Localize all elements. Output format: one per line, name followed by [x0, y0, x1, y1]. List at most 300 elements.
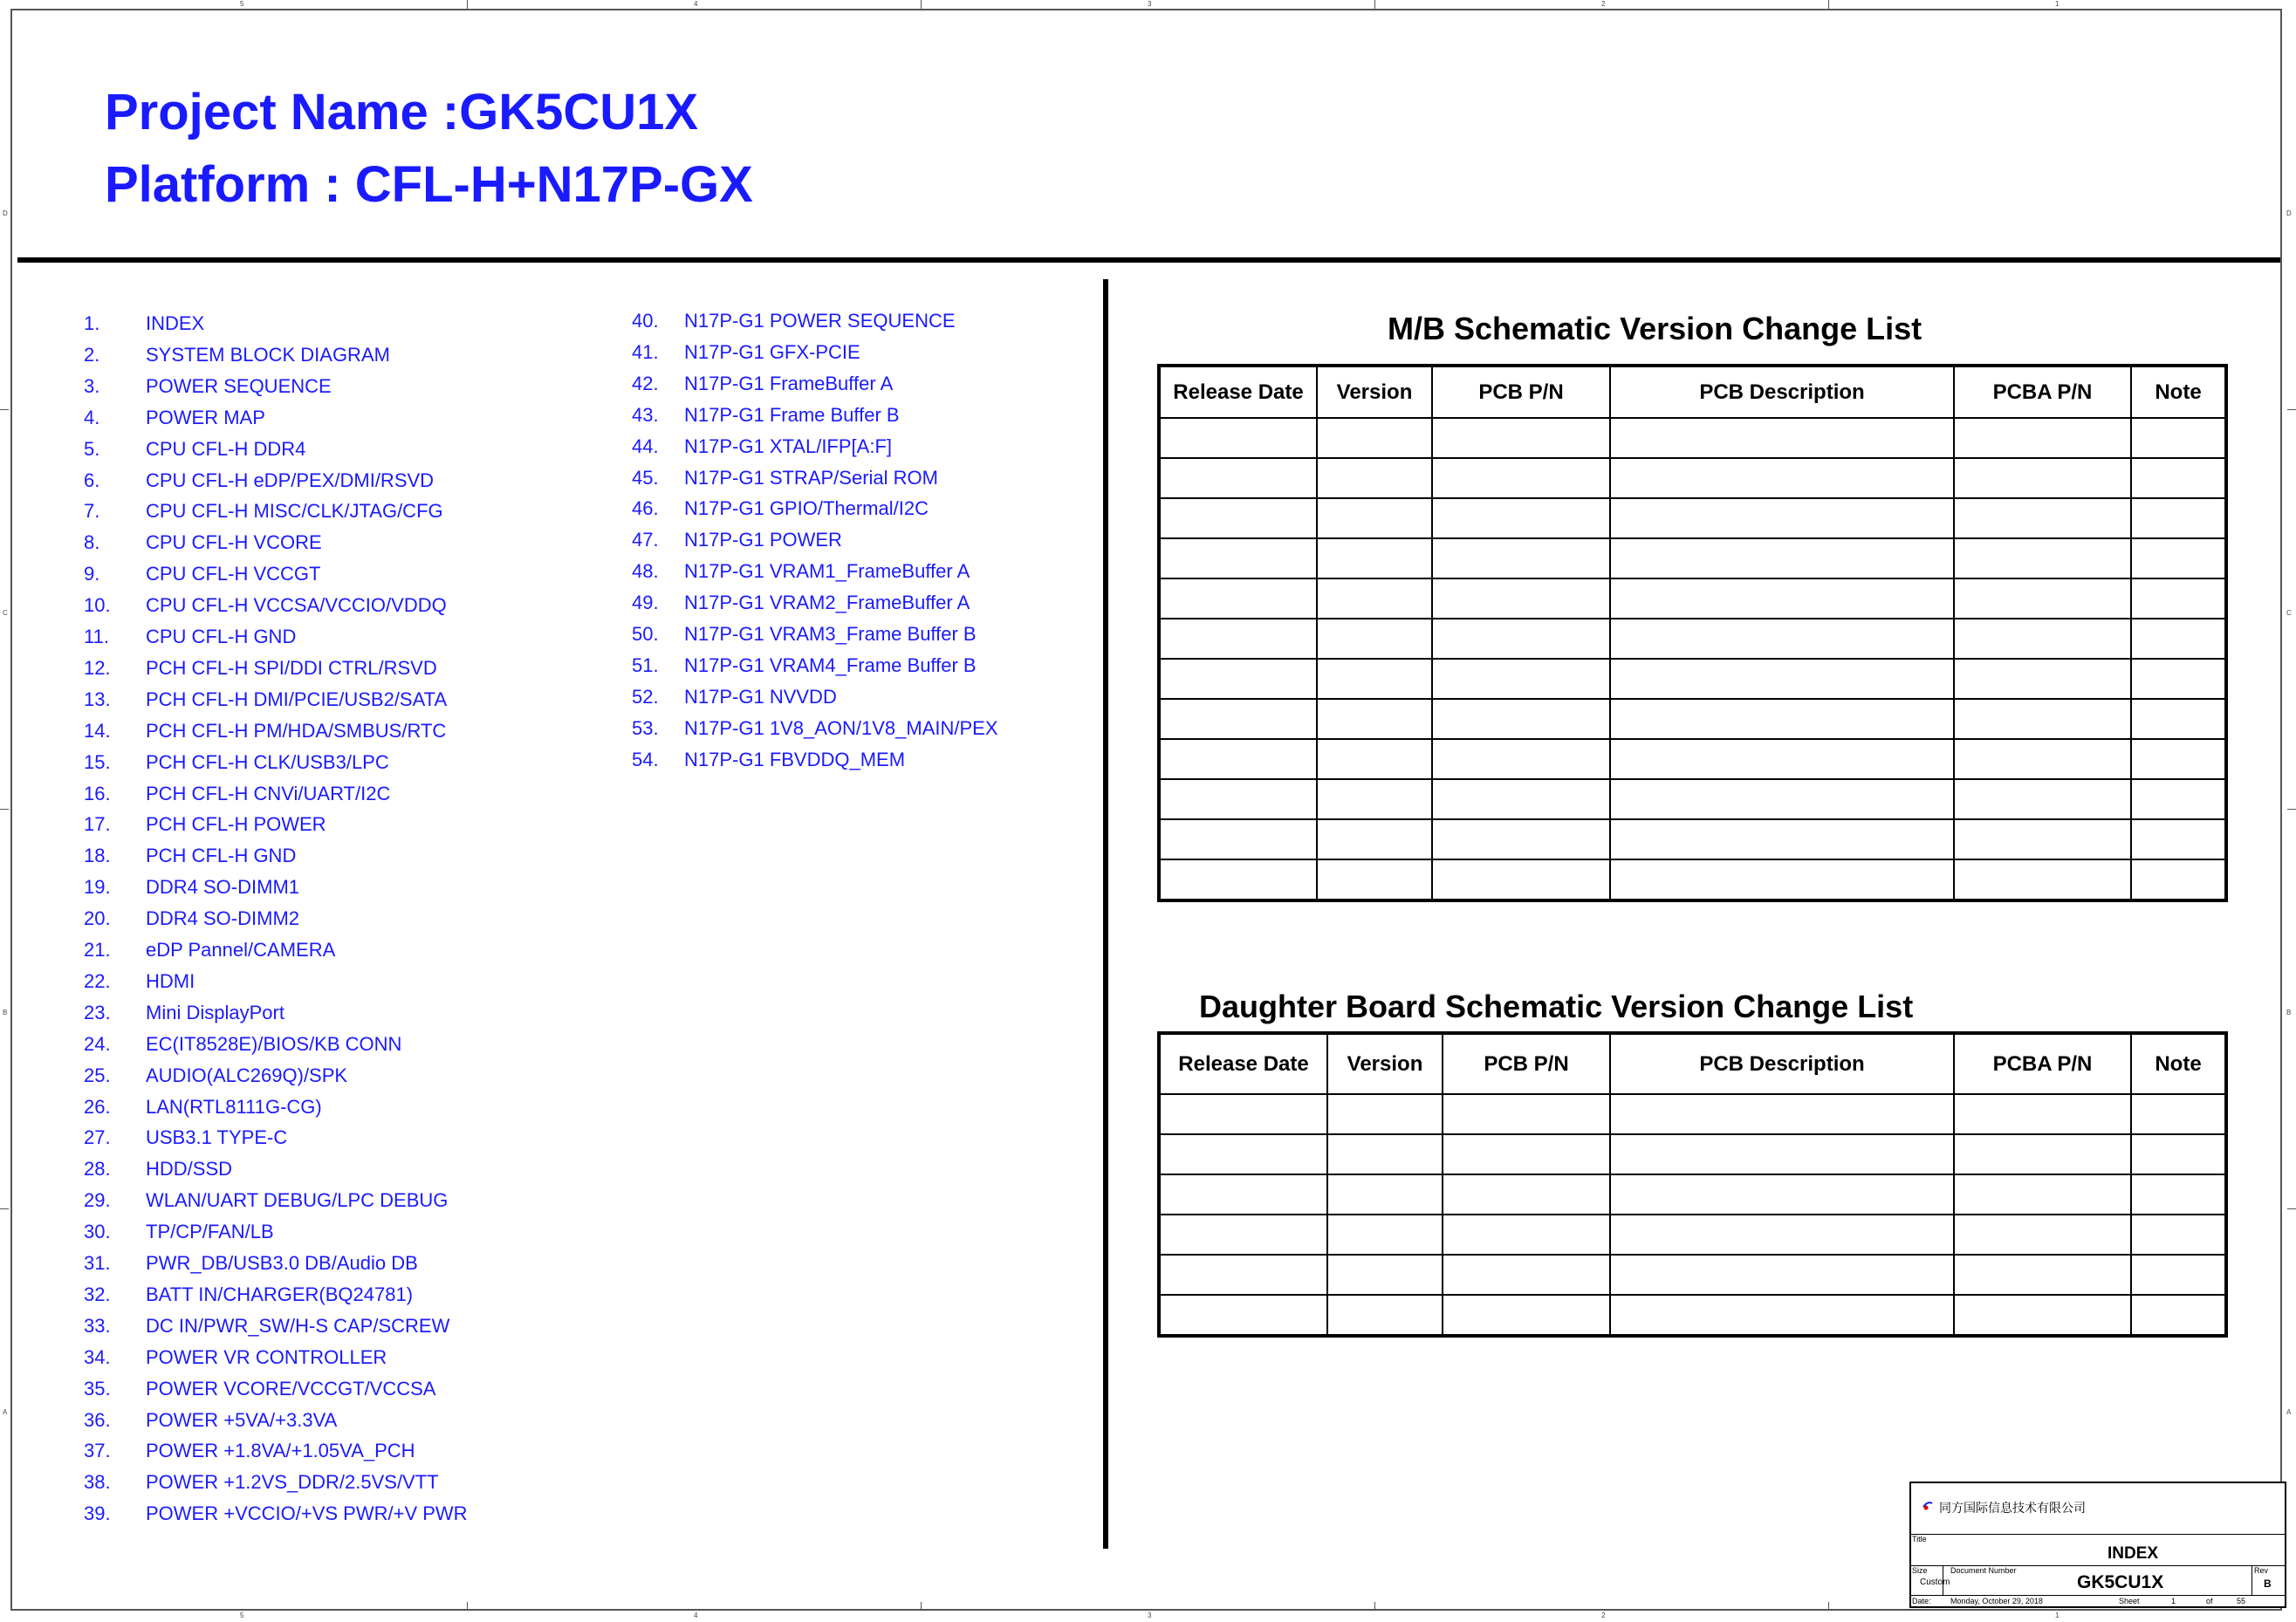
index-entry-number: 12. [84, 656, 111, 679]
table-cell [1954, 659, 2131, 699]
table-cell [1317, 659, 1432, 699]
table-cell [2131, 739, 2226, 779]
rev-caption: Rev [2254, 1566, 2269, 1575]
table-cell [1432, 538, 1610, 578]
table-cell [1610, 1295, 1954, 1336]
table-cell [2131, 699, 2226, 739]
zone-tick [921, 0, 922, 9]
index-entry-label: N17P-G1 XTAL/IFP[A:F] [684, 435, 892, 457]
index-entry-number: 26. [84, 1095, 111, 1118]
table-cell [1327, 1215, 1443, 1255]
column-header: Version [1327, 1033, 1443, 1094]
index-entry-number: 11. [84, 626, 109, 647]
index-entry-number: 32. [84, 1283, 111, 1305]
title-block [1909, 1482, 2286, 1608]
table-cell [1432, 739, 1610, 779]
table-cell [1159, 1255, 1327, 1295]
table-header-row [1159, 366, 2226, 418]
table-cell [1159, 458, 1317, 498]
zone-tick [0, 1208, 9, 1209]
table-cell [1610, 859, 1954, 900]
index-entry-label: PWR_DB/USB3.0 DB/Audio DB [146, 1252, 418, 1274]
index-entry-label: POWER +1.8VA/+1.05VA_PCH [146, 1440, 415, 1462]
table-cell [1610, 498, 1954, 538]
table-cell [1432, 418, 1610, 458]
column-header: Note [2131, 1033, 2226, 1094]
index-entry-label: AUDIO(ALC269Q)/SPK [146, 1064, 348, 1086]
table-cell [1327, 1094, 1443, 1134]
header-divider [17, 257, 2280, 263]
table-cell [1317, 819, 1432, 859]
table-cell [2131, 1134, 2226, 1174]
zone-number-top: 5 [240, 0, 244, 8]
table-cell [2131, 1094, 2226, 1134]
table-cell [1317, 859, 1432, 900]
date-value: Monday, October 29, 2018 [1950, 1597, 2043, 1605]
table-cell [1610, 578, 1954, 619]
index-entry-label: DC IN/PWR_SW/H-S CAP/SCREW [146, 1314, 450, 1337]
index-entry-number: 20. [84, 907, 111, 930]
docnum-caption: Document Number [1950, 1566, 2017, 1575]
index-entry-number: 36. [84, 1408, 111, 1431]
project-name-title: Project Name :GK5CU1X [105, 84, 699, 140]
table-cell [1159, 578, 1317, 619]
rev-value: B [2264, 1578, 2272, 1590]
index-entry-number: 10. [84, 594, 111, 617]
table-cell [1317, 739, 1432, 779]
index-entry-number: 16. [84, 782, 111, 804]
sheet-value: 1 [2171, 1597, 2176, 1605]
table-cell [1317, 619, 1432, 659]
table-cell [1432, 859, 1610, 900]
index-entry-label: N17P-G1 Frame Buffer B [684, 403, 900, 426]
column-header: PCBA P/N [1954, 1033, 2131, 1094]
platform-title: Platform : CFL-H+N17P-GX [105, 156, 753, 213]
index-entry-label: PCH CFL-H SPI/DDI CTRL/RSVD [146, 656, 437, 679]
index-entry-number: 47. [632, 529, 659, 551]
index-entry-label: N17P-G1 FBVDDQ_MEM [684, 748, 906, 770]
zone-tick [2287, 409, 2296, 410]
index-entry-number: 53. [632, 716, 659, 739]
table-row [1159, 859, 2226, 900]
index-entry-label: CPU CFL-H DDR4 [146, 437, 306, 460]
index-entry-label: LAN(RTL8111G-CG) [146, 1095, 322, 1118]
table-cell [2131, 659, 2226, 699]
zone-number-bottom: 2 [1601, 1612, 1606, 1619]
table-cell [1610, 1215, 1954, 1255]
table-row [1159, 418, 2226, 458]
index-entry-label: PCH CFL-H GND [146, 845, 297, 867]
index-entry-number: 30. [84, 1221, 111, 1243]
table-row [1159, 538, 2226, 578]
zone-tick [467, 1602, 468, 1611]
table-cell [1159, 498, 1317, 538]
index-entry-label: INDEX [146, 312, 205, 334]
index-entry-number: 5. [84, 437, 100, 460]
index-entry-number: 22. [84, 969, 111, 992]
table-cell [2131, 1174, 2226, 1215]
index-entry-number: 34. [84, 1345, 111, 1368]
table-cell [2131, 498, 2226, 538]
index-entry-label: CPU CFL-H eDP/PEX/DMI/RSVD [146, 469, 435, 491]
index-entry-number: 3. [84, 374, 100, 397]
index-entry-number: 54. [632, 748, 659, 770]
table-row [1159, 1134, 2226, 1174]
table-cell [1610, 819, 1954, 859]
zone-tick [2287, 1208, 2296, 1209]
index-entry-label: CPU CFL-H GND [146, 626, 297, 647]
table-cell [1443, 1295, 1610, 1336]
table-cell [1954, 699, 2131, 739]
table-row [1159, 1174, 2226, 1215]
zone-number-bottom: 1 [2055, 1612, 2060, 1619]
table-cell [1954, 578, 2131, 619]
table-cell [1317, 538, 1432, 578]
table-cell [1954, 538, 2131, 578]
table-cell [1954, 1174, 2131, 1215]
index-entry-label: Mini DisplayPort [146, 1001, 284, 1023]
index-entry-label: PCH CFL-H PM/HDA/SMBUS/RTC [146, 719, 447, 742]
table-cell [1432, 619, 1610, 659]
index-entry-number: 19. [84, 876, 111, 899]
table-row [1159, 699, 2226, 739]
index-entry-number: 51. [632, 654, 659, 676]
column-header: PCB Description [1610, 1033, 1954, 1094]
index-entry-number: 14. [84, 719, 111, 742]
index-entry-label: POWER +VCCIO/+VS PWR/+V PWR [146, 1502, 468, 1525]
index-entry-number: 49. [632, 592, 659, 614]
table-cell [1443, 1134, 1610, 1174]
table-cell [1159, 538, 1317, 578]
zone-number-top: 3 [1148, 0, 1152, 8]
table-cell [1954, 1134, 2131, 1174]
table-cell [1954, 739, 2131, 779]
index-entry-label: N17P-G1 VRAM4_Frame Buffer B [684, 654, 977, 676]
index-entry-label: CPU CFL-H VCCGT [146, 563, 321, 585]
table-cell [2131, 619, 2226, 659]
docnum-value: GK5CU1X [2077, 1572, 2164, 1592]
column-divider [1103, 279, 1108, 1549]
table-cell [1610, 418, 1954, 458]
table-cell [1159, 779, 1317, 819]
company-name: 同方国际信息技术有限公司 [1939, 1501, 2086, 1515]
index-entry-label: PCH CFL-H CNVi/UART/I2C [146, 782, 391, 804]
index-entry-number: 45. [632, 466, 659, 489]
index-entry-label: N17P-G1 GFX-PCIE [684, 340, 860, 363]
zone-tick [467, 0, 468, 9]
column-header: PCBA P/N [1954, 366, 2131, 418]
title-caption: Title [1912, 1535, 1927, 1543]
zone-letter: C [2286, 609, 2292, 617]
table-cell [1432, 578, 1610, 619]
index-entry-number: 42. [632, 372, 659, 394]
table-cell [1954, 859, 2131, 900]
table-cell [1954, 819, 2131, 859]
zone-number-bottom: 5 [240, 1612, 244, 1619]
table-cell [1610, 458, 1954, 498]
table-cell [1159, 619, 1317, 659]
table-cell [2131, 1255, 2226, 1295]
zone-letter: B [2286, 1009, 2292, 1016]
table-cell [1159, 1094, 1327, 1134]
index-entry-number: 27. [84, 1126, 111, 1149]
index-entry-number: 9. [84, 563, 100, 585]
table-cell [1317, 699, 1432, 739]
table-cell [1443, 1174, 1610, 1215]
index-entry-number: 23. [84, 1001, 111, 1023]
index-entry-number: 6. [84, 469, 100, 491]
table-cell [1610, 659, 1954, 699]
index-entry-label: SYSTEM BLOCK DIAGRAM [146, 343, 390, 366]
zone-tick [1828, 1602, 1829, 1611]
index-entry-label: N17P-G1 STRAP/Serial ROM [684, 466, 938, 489]
column-header: Release Date [1159, 366, 1317, 418]
column-header: Release Date [1159, 1033, 1327, 1094]
db-version-table [1157, 1031, 2228, 1338]
index-entry-label: N17P-G1 FrameBuffer A [684, 372, 894, 394]
table-cell [1159, 699, 1317, 739]
table-cell [2131, 1215, 2226, 1255]
table-cell [1327, 1255, 1443, 1295]
index-entry-label: DDR4 SO-DIMM2 [146, 907, 300, 930]
index-entry-label: WLAN/UART DEBUG/LPC DEBUG [146, 1189, 449, 1212]
table-cell [1317, 578, 1432, 619]
column-header: PCB P/N [1432, 366, 1610, 418]
index-entry-label: POWER VCORE/VCCGT/VCCSA [146, 1377, 436, 1400]
table-cell [2131, 538, 2226, 578]
table-cell [1954, 779, 2131, 819]
index-entry-number: 15. [84, 750, 111, 773]
table-cell [2131, 1295, 2226, 1336]
index-entry-number: 40. [632, 310, 659, 332]
table-cell [1159, 859, 1317, 900]
index-entry-label: CPU CFL-H VCORE [146, 531, 322, 554]
index-entry-number: 52. [632, 685, 659, 708]
column-header: Version [1317, 366, 1432, 418]
index-entry-number: 18. [84, 845, 111, 867]
zone-number-bottom: 4 [694, 1612, 698, 1619]
table-cell [2131, 819, 2226, 859]
index-entry-label: PCH CFL-H POWER [146, 813, 326, 836]
index-entry-label: N17P-G1 VRAM2_FrameBuffer A [684, 592, 970, 614]
index-entry-number: 37. [84, 1440, 111, 1462]
of-value: 55 [2237, 1597, 2246, 1605]
table-row [1159, 1094, 2226, 1134]
index-entry-label: POWER MAP [146, 406, 265, 428]
title-value: INDEX [2108, 1544, 2159, 1563]
index-entry-number: 46. [632, 497, 659, 520]
table-cell [1443, 1215, 1610, 1255]
table-cell [1159, 819, 1317, 859]
index-entry-label: BATT IN/CHARGER(BQ24781) [146, 1283, 414, 1305]
index-entry-number: 35. [84, 1377, 111, 1400]
index-entry-number: 43. [632, 403, 659, 426]
table-header-row [1159, 1033, 2226, 1094]
db-table-title: Daughter Board Schematic Version Change List [1199, 989, 1914, 1024]
zone-number-top: 1 [2055, 0, 2060, 8]
index-entry-label: POWER +5VA/+3.3VA [146, 1408, 338, 1431]
table-cell [1327, 1295, 1443, 1336]
table-row [1159, 739, 2226, 779]
index-entry-number: 38. [84, 1471, 111, 1494]
index-entry-label: POWER SEQUENCE [146, 374, 332, 397]
table-cell [1159, 418, 1317, 458]
table-cell [1327, 1174, 1443, 1215]
table-row [1159, 1295, 2226, 1336]
index-entry-label: USB3.1 TYPE-C [146, 1126, 288, 1149]
index-entry-number: 41. [632, 340, 659, 363]
index-entry-number: 33. [84, 1314, 111, 1337]
table-cell [2131, 418, 2226, 458]
table-cell [1954, 458, 2131, 498]
index-entry-label: TP/CP/FAN/LB [146, 1221, 274, 1243]
table-cell [1432, 458, 1610, 498]
index-entry-number: 31. [84, 1252, 111, 1274]
index-entry-label: EC(IT8528E)/BIOS/KB CONN [146, 1032, 402, 1055]
index-entry-label: N17P-G1 GPIO/Thermal/I2C [684, 497, 929, 520]
table-cell [1432, 779, 1610, 819]
index-entry-number: 7. [84, 500, 100, 523]
table-cell [1432, 659, 1610, 699]
index-entry-number: 28. [84, 1158, 111, 1181]
index-entry-label: N17P-G1 POWER [684, 529, 842, 551]
table-cell [1443, 1255, 1610, 1295]
column-header: PCB Description [1610, 366, 1954, 418]
table-cell [1432, 498, 1610, 538]
size-value: Custom [1920, 1578, 1950, 1587]
table-cell [1954, 498, 2131, 538]
mb-version-table [1157, 364, 2228, 902]
table-row [1159, 1255, 2226, 1295]
table-cell [1159, 1174, 1327, 1215]
index-entry-label: CPU CFL-H MISC/CLK/JTAG/CFG [146, 500, 443, 523]
table-row [1159, 498, 2226, 538]
index-entry-number: 39. [84, 1502, 111, 1525]
table-cell [1432, 699, 1610, 739]
index-entry-label: N17P-G1 NVVDD [684, 685, 837, 708]
column-header: PCB P/N [1443, 1033, 1610, 1094]
table-cell [1610, 619, 1954, 659]
table-cell [1610, 1094, 1954, 1134]
table-cell [1443, 1094, 1610, 1134]
zone-tick [0, 409, 9, 410]
index-entry-number: 29. [84, 1189, 111, 1212]
index-entry-label: POWER VR CONTROLLER [146, 1345, 387, 1368]
zone-tick [1374, 0, 1375, 9]
table-cell [1610, 1134, 1954, 1174]
table-cell [1954, 1215, 2131, 1255]
table-cell [1159, 1134, 1327, 1174]
table-row [1159, 1215, 2226, 1255]
index-entry-number: 24. [84, 1032, 111, 1055]
table-row [1159, 458, 2226, 498]
index-entry-label: HDD/SSD [146, 1158, 233, 1181]
zone-number-bottom: 3 [1148, 1612, 1152, 1619]
zone-letter: A [3, 1408, 8, 1416]
index-entry-number: 2. [84, 343, 100, 366]
table-row [1159, 819, 2226, 859]
table-cell [1954, 1295, 2131, 1336]
table-cell [1610, 739, 1954, 779]
table-cell [1159, 659, 1317, 699]
table-cell [1317, 418, 1432, 458]
zone-letter: A [2286, 1408, 2292, 1416]
index-entry-number: 50. [632, 623, 659, 645]
index-entry-label: eDP Pannel/CAMERA [146, 939, 336, 961]
index-entry-label: HDMI [146, 969, 195, 992]
index-entry-label: N17P-G1 VRAM1_FrameBuffer A [684, 560, 970, 583]
index-entry-label: POWER +1.2VS_DDR/2.5VS/VTT [146, 1471, 439, 1494]
index-entry-number: 21. [84, 939, 111, 961]
mb-table-title: M/B Schematic Version Change List [1388, 311, 1922, 346]
index-entry-number: 13. [84, 688, 111, 710]
index-entry-number: 17. [84, 813, 111, 836]
table-cell [1159, 739, 1317, 779]
index-entry-number: 44. [632, 435, 659, 457]
zone-letter: D [3, 209, 8, 217]
zone-tick [1828, 0, 1829, 9]
index-entry-number: 25. [84, 1064, 111, 1086]
table-row [1159, 659, 2226, 699]
table-cell [1610, 1255, 1954, 1295]
zone-number-top: 4 [694, 0, 698, 8]
size-caption: Size [1912, 1566, 1928, 1575]
sheet-caption: Sheet [2119, 1597, 2140, 1605]
index-entry-label: PCH CFL-H CLK/USB3/LPC [146, 750, 389, 773]
zone-letter: D [2286, 209, 2292, 217]
index-entry-label: N17P-G1 1V8_AON/1V8_MAIN/PEX [684, 716, 998, 739]
table-cell [2131, 859, 2226, 900]
table-cell [1327, 1134, 1443, 1174]
table-row [1159, 578, 2226, 619]
table-cell [1954, 418, 2131, 458]
index-entry-label: DDR4 SO-DIMM1 [146, 876, 300, 899]
zone-letter: B [3, 1009, 8, 1016]
zone-tick [0, 809, 9, 810]
table-cell [1610, 1174, 1954, 1215]
table-cell [1954, 1094, 2131, 1134]
table-cell [2131, 458, 2226, 498]
table-row [1159, 779, 2226, 819]
table-cell [1317, 498, 1432, 538]
table-cell [2131, 779, 2226, 819]
index-entry-number: 1. [84, 312, 100, 334]
index-entry-label: CPU CFL-H VCCSA/VCCIO/VDDQ [146, 594, 447, 617]
index-entry-number: 48. [632, 560, 659, 583]
of-caption: of [2206, 1597, 2213, 1605]
table-cell [1432, 819, 1610, 859]
table-cell [1317, 458, 1432, 498]
table-cell [2131, 578, 2226, 619]
table-cell [1954, 619, 2131, 659]
zone-tick [1374, 1602, 1375, 1611]
index-entry-label: N17P-G1 POWER SEQUENCE [684, 310, 956, 332]
date-caption: Date: [1912, 1597, 1931, 1605]
zone-letter: C [3, 609, 8, 617]
index-entry-label: N17P-G1 VRAM3_Frame Buffer B [684, 623, 977, 645]
table-cell [1159, 1215, 1327, 1255]
table-cell [1159, 1295, 1327, 1336]
table-cell [1610, 538, 1954, 578]
zone-tick [2287, 809, 2296, 810]
table-cell [1954, 1255, 2131, 1295]
table-row [1159, 619, 2226, 659]
index-entry-number: 8. [84, 531, 100, 554]
index-entry-label: PCH CFL-H DMI/PCIE/USB2/SATA [146, 688, 448, 710]
table-cell [1317, 779, 1432, 819]
table-cell [1610, 779, 1954, 819]
zone-number-top: 2 [1601, 0, 1606, 8]
